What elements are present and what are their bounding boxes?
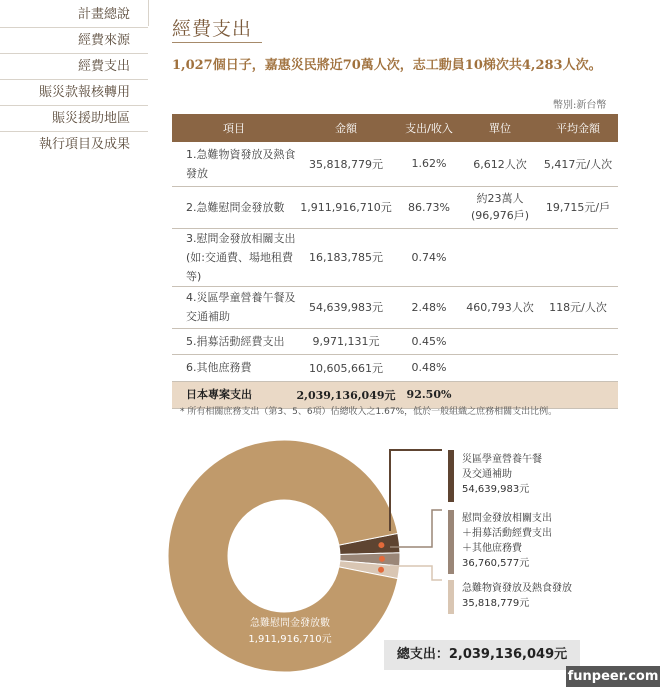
column-header-amount: 金額 [296, 114, 396, 142]
cell-ratio: 1.62% [396, 142, 462, 186]
sidebar-divider [148, 0, 149, 26]
marker-lunch [378, 542, 384, 548]
table-row [172, 186, 618, 228]
legend-bar-misc [448, 510, 454, 574]
cell-unit: 6,612人次 [462, 142, 538, 186]
page-subtitle: 1,027個日子，嘉惠災民將近70萬人次，志工動員10梯次共4,283人次。 [172, 58, 602, 73]
cell-average: 5,417元/人次 [538, 142, 618, 186]
cell-average [538, 328, 618, 354]
marker-supplies [378, 567, 384, 573]
cell-unit-people: 約23萬人 [476, 192, 524, 205]
sidebar-item-aid-regions[interactable]: 賑災援助地區 [0, 106, 148, 132]
table-row [172, 142, 618, 186]
cell-total-label: 日本專案支出 [172, 381, 296, 408]
sidebar-item-expenditure[interactable]: 經費支出 [0, 54, 148, 80]
cell-average [538, 354, 618, 381]
legend-bar-supplies [448, 580, 454, 614]
table-row [172, 354, 618, 381]
leader-line-lunch [390, 450, 442, 531]
cell-average: 19,715元/戶 [538, 186, 618, 228]
cell-total-ratio: 92.50% [396, 381, 462, 408]
legend-misc-line1: 慰問金發放相關支出 [462, 513, 552, 524]
legend-misc-line2: ＋捐募活動經費支出 [462, 528, 552, 539]
column-header-ratio: 支出/收入 [396, 114, 462, 142]
footnote: * 所有相關庶務支出（第3、5、6項）佔總收入之1.67%，低於一般組織之庶務相關支出比例。 [180, 407, 558, 417]
cell-ratio: 0.45% [396, 328, 462, 354]
legend-lunch-line2: 及交通補助 [462, 469, 512, 480]
cell-amount: 1,911,916,710元 [296, 186, 396, 228]
legend-supplies-line1: 急難物資發放及熱食發放 [462, 583, 572, 594]
legend-lunch-line1: 災區學童營養午餐 [462, 454, 542, 465]
cell-item: 2.急難慰問金發放數 [172, 186, 296, 228]
table-row [172, 328, 618, 354]
sidebar-nav [0, 0, 148, 158]
legend-label-lunch [462, 452, 542, 497]
cell-ratio: 86.73% [396, 186, 462, 228]
cell-ratio: 2.48% [396, 286, 462, 328]
cell-unit [462, 228, 538, 286]
table-header-row [172, 114, 618, 142]
legend-lunch-value: 54,639,983元 [462, 484, 530, 495]
legend-bar-lunch [448, 450, 454, 502]
column-header-unit: 單位 [462, 114, 538, 142]
legend-misc-value: 36,760,577元 [462, 558, 530, 569]
donut-main-label-title: 急難慰問金發放數 [250, 618, 330, 629]
cell-amount: 54,639,983元 [296, 286, 396, 328]
cell-average: 118元/人次 [538, 286, 618, 328]
sidebar-item-plan-overview[interactable]: 計畫總說 [0, 0, 148, 28]
site-watermark: funpeer.com [566, 666, 660, 687]
legend-label-misc [462, 511, 552, 571]
marker-misc [379, 556, 385, 562]
cell-amount: 9,971,131元 [296, 328, 396, 354]
sidebar-item-donation-report[interactable]: 賑災款報核轉用 [0, 80, 148, 106]
table-row [172, 286, 618, 328]
cell-ratio: 0.74% [396, 228, 462, 286]
cell-total-amount: 2,039,136,049元 [296, 381, 396, 408]
sidebar-item-funding-source[interactable]: 經費來源 [0, 28, 148, 54]
cell-unit [462, 354, 538, 381]
legend-misc-line3: ＋其他庶務費 [462, 543, 522, 554]
cell-item: 3.慰問金發放相關支出(如:交通費、場地租費等) [172, 228, 296, 286]
legend-label-supplies [462, 581, 572, 611]
total-expenditure-box: 總支出：2,039,136,049元 [384, 640, 580, 670]
cell-unit-households: (96,976戶) [470, 209, 530, 222]
cell-unit [462, 186, 538, 228]
donut-main-label [230, 616, 350, 648]
column-header-item: 項目 [172, 114, 296, 142]
currency-note: 幣別:新台幣 [553, 100, 607, 111]
legend-supplies-value: 35,818,779元 [462, 598, 530, 609]
column-header-average: 平均金額 [538, 114, 618, 142]
cell-amount: 10,605,661元 [296, 354, 396, 381]
cell-item: 5.捐募活動經費支出 [172, 328, 296, 354]
donut-main-label-value: 1,911,916,710元 [248, 634, 332, 645]
cell-item: 1.急難物資發放及熱食發放 [172, 142, 296, 186]
page-title: 經費支出 [172, 18, 253, 40]
expenditure-table [172, 114, 618, 409]
cell-amount: 35,818,779元 [296, 142, 396, 186]
cell-ratio: 0.48% [396, 354, 462, 381]
cell-unit [462, 328, 538, 354]
cell-amount: 16,183,785元 [296, 228, 396, 286]
sidebar-item-results[interactable]: 執行項目及成果 [38, 137, 130, 152]
cell-unit: 460,793人次 [462, 286, 538, 328]
table-row [172, 228, 618, 286]
cell-item: 6.其他庶務費 [172, 354, 296, 381]
cell-item: 4.災區學童營養午餐及交通補助 [172, 286, 296, 328]
cell-average [538, 228, 618, 286]
title-underline [172, 42, 262, 43]
